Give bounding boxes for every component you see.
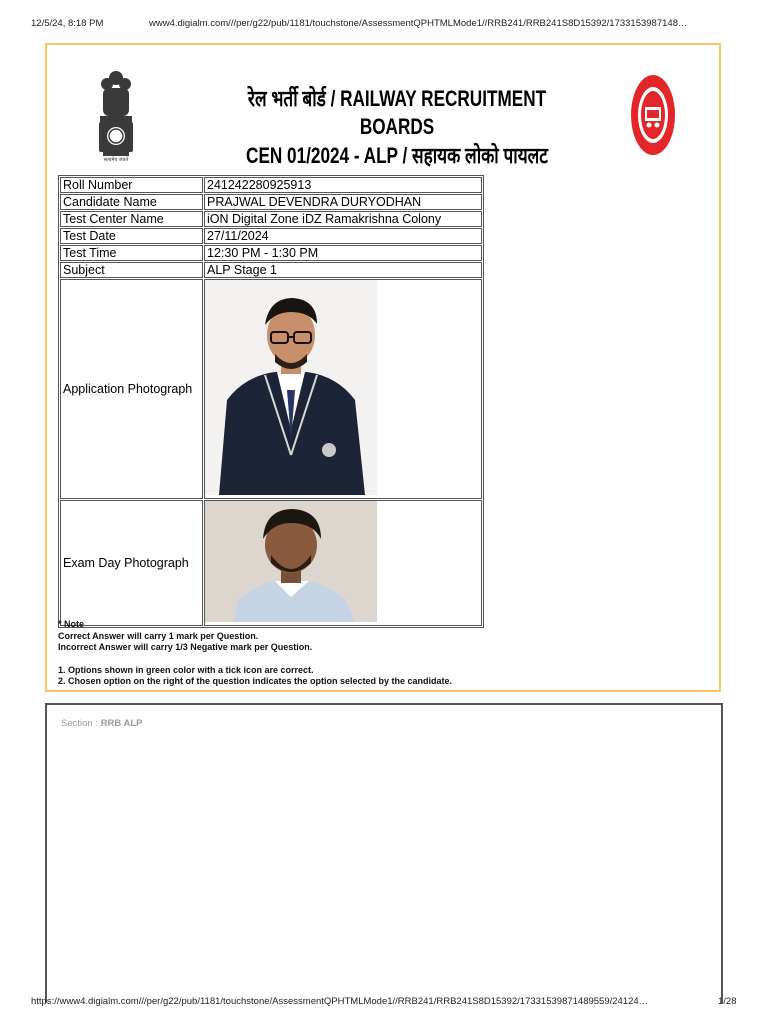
print-url[interactable]: www4.digialm.com///per/g22/pub/1181/touchstone/AssessmentQPHTMLMode1//RRB241/RRB241S8D15392/1733153987148… <box>149 18 688 29</box>
notes-heading: * Note <box>58 619 85 629</box>
section-label <box>61 718 142 729</box>
table-row <box>60 279 482 499</box>
table-row <box>60 500 482 626</box>
section-panel <box>45 703 723 1003</box>
admit-card <box>45 43 721 692</box>
test-center-value: iON Digital Zone iDZ Ramakrishna Colony <box>204 211 482 227</box>
page-number: 1/28 <box>718 996 737 1007</box>
notes-line: Correct Answer will carry 1 mark per Question. <box>58 630 259 641</box>
footer-url[interactable]: https://www4.digialm.com///per/g22/pub/1181/touchstone/AssessmentQPHTMLMode1//RRB241/RRB241S8D15392/17331539871489559/24124… <box>31 996 649 1007</box>
section-label-prefix: Section : <box>61 718 101 729</box>
row-label: Subject <box>60 262 203 278</box>
print-datetime: 12/5/24, 8:18 PM <box>31 18 104 29</box>
notes-block <box>58 619 452 688</box>
table-row <box>60 245 482 261</box>
indian-railways-logo-icon <box>629 73 677 157</box>
notes-line: 1. Options shown in green color with a tick icon are correct. <box>58 664 314 675</box>
application-photo-cell <box>204 279 482 499</box>
title-line-1: रेल भर्ती बोर्ड / RAILWAY RECRUITMENT BOARDS <box>247 86 547 139</box>
row-label: Test Center Name <box>60 211 203 227</box>
application-photo <box>205 280 377 495</box>
exam-day-photo <box>205 501 377 622</box>
table-row <box>60 177 482 193</box>
row-label: Roll Number <box>60 177 203 193</box>
print-header <box>0 0 768 40</box>
emblem-caption: सत्यमेव जयते <box>103 157 129 163</box>
test-date-value: 27/11/2024 <box>204 228 482 244</box>
table-row <box>60 194 482 210</box>
row-label: Test Date <box>60 228 203 244</box>
exam-day-photo-label: Exam Day Photograph <box>60 500 203 626</box>
table-row <box>60 211 482 227</box>
print-footer <box>0 992 768 1024</box>
title-line-2: CEN 01/2024 - ALP / सहायक लोको पायलट <box>246 143 548 168</box>
table-row <box>60 228 482 244</box>
page-title <box>233 85 561 171</box>
row-label: Candidate Name <box>60 194 203 210</box>
table-row <box>60 262 482 278</box>
national-emblem-icon <box>95 61 137 171</box>
section-label-value: RRB ALP <box>100 718 143 729</box>
subject-value: ALP Stage 1 <box>204 262 482 278</box>
row-label: Test Time <box>60 245 203 261</box>
notes-line: 2. Chosen option on the right of the question indicates the option selected by the candidate. <box>58 676 453 686</box>
test-time-value: 12:30 PM - 1:30 PM <box>204 245 482 261</box>
candidate-info-table <box>58 175 484 628</box>
candidate-name-value: PRAJWAL DEVENDRA DURYODHAN <box>204 194 482 210</box>
roll-number-value: 241242280925913 <box>204 177 482 193</box>
notes-line: Incorrect Answer will carry 1/3 Negative mark per Question. <box>58 642 313 652</box>
exam-day-photo-cell <box>204 500 482 626</box>
application-photo-label: Application Photograph <box>60 279 203 499</box>
